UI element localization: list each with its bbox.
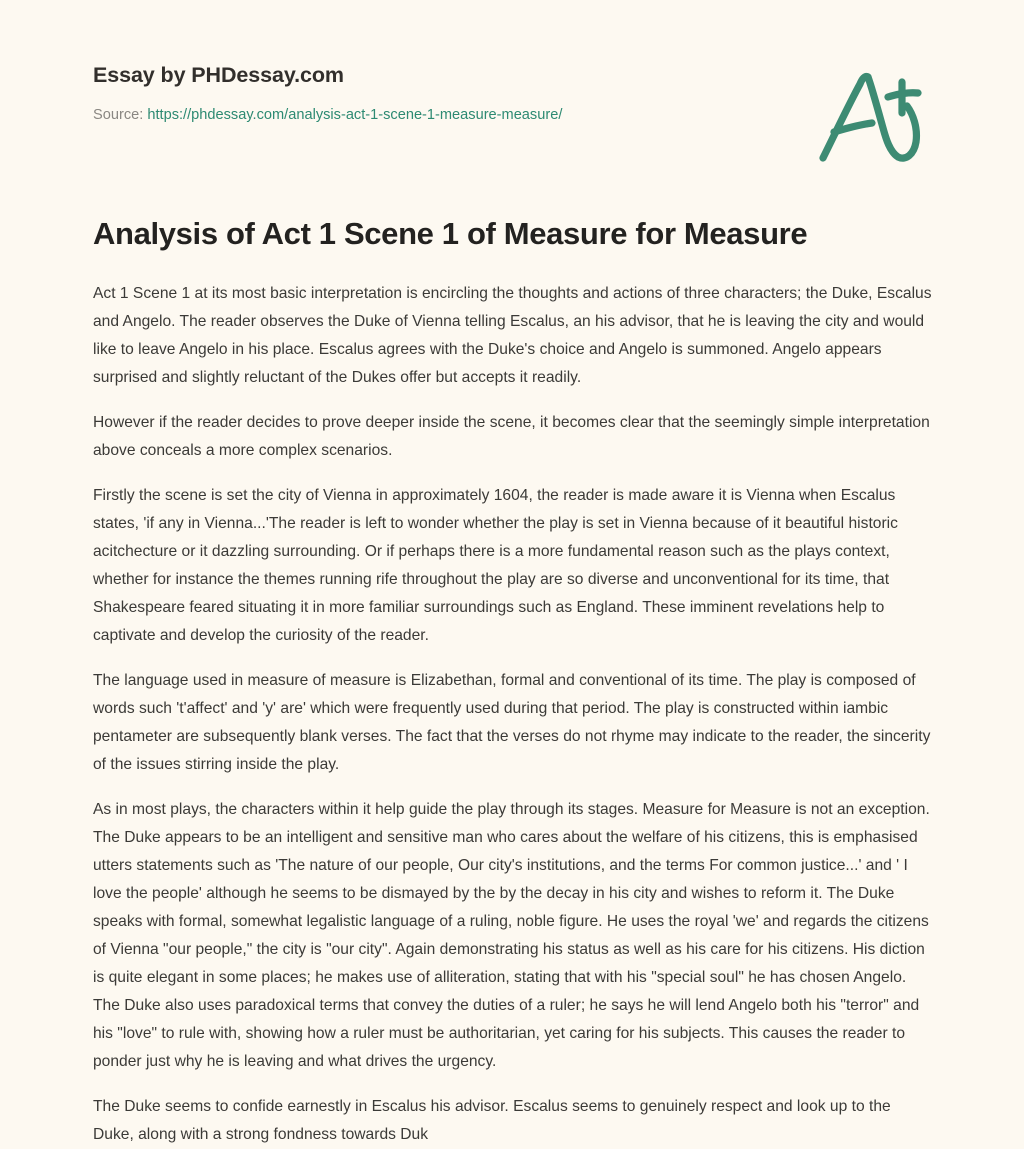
page-header — [93, 62, 931, 172]
page-title: Analysis of Act 1 Scene 1 of Measure for Measure — [93, 216, 808, 251]
brand-title: Essay by PHDessay.com — [93, 63, 344, 87]
article-container — [93, 214, 933, 1149]
source-line — [93, 105, 931, 125]
a-plus-logo-icon — [812, 66, 932, 166]
paragraph: However if the reader decides to prove deeper inside the scene, it becomes clear that the seemingly simple interpretation above conceals a more complex scenarios. — [93, 414, 930, 459]
paragraph: The language used in measure of measure is Elizabethan, formal and conventional of its time. The play is composed of words such 't'affect' and 'y' are' which were frequently used during that period. The play is constructed within iambic pentameter are subsequently blank verses. The fact that the verses do not rhyme may indicate to the reader, the sincerity of the issues stirring inside the play. — [93, 672, 931, 773]
paragraph: Act 1 Scene 1 at its most basic interpretation is encircling the thoughts and actions of three characters; the Duke, Escalus and Angelo. The reader observes the Duke of Vienna telling Escalus, an his advisor, that he is leaving the city and would like to leave Angelo in his place. Escalus agrees with the Duke's choice and Angelo is summoned. Angelo appears surprised and slightly reluctant of the Dukes offer but accepts it readily. — [93, 285, 932, 386]
a-plus-logo — [812, 66, 932, 166]
paragraph: As in most plays, the characters within it help guide the play through its stages. Measure for Measure is not an exception. The Duke appears to be an intelligent and sensitive man who cares about the welfare of his citizens, this is emphasised utters statements such as 'The nature of our people, Our city's institutions, and the terms For common justice...' and ' I love the people' although he seems to be dismayed by the by the decay in his city and wishes to reform it. The Duke speaks with formal, somewhat legalistic language of a ruling, noble figure. He uses the royal 'we' and regards the citizens of Vienna "our people," the city is "our city". Again demonstrating his status as well as his care for his citizens. His diction is quite elegant in some places; he makes use of alliteration, stating that with his "special soul" he has chosen Angelo. The Duke also uses paradoxical terms that convey the duties of a ruler; he says he will lend Angelo both his "terror" and his "love" to rule with, showing how a ruler must be authoritarian, yet caring for his subjects. This causes the reader to ponder just why he is leaving and what drives the urgency. — [93, 801, 930, 1070]
source-url-link[interactable]: https://phdessay.com/analysis-act-1-scene-1-measure-measure/ — [147, 107, 563, 123]
article-body — [93, 280, 933, 1149]
paragraph: Firstly the scene is set the city of Vienna in approximately 1604, the reader is made aware it is Vienna when Escalus states, 'if any in Vienna...'The reader is left to wonder whether the play is set in Vienna because of it beautiful historic acitchecture or it dazzling surrounding. Or if perhaps there is a more fundamental reason such as the plays context, whether for instance the themes running rife throughout the play are so diverse and unconventional for its time, that Shakespeare feared situating it in more familiar surroundings such as England. These imminent revelations help to captivate and develop the curiosity of the reader. — [93, 487, 898, 644]
paragraph: The Duke seems to confide earnestly in Escalus his advisor. Escalus seems to genuinely respect and look up to the Duke, along with a strong fondness towards Duk — [93, 1098, 891, 1143]
source-label: Source: — [93, 107, 144, 123]
